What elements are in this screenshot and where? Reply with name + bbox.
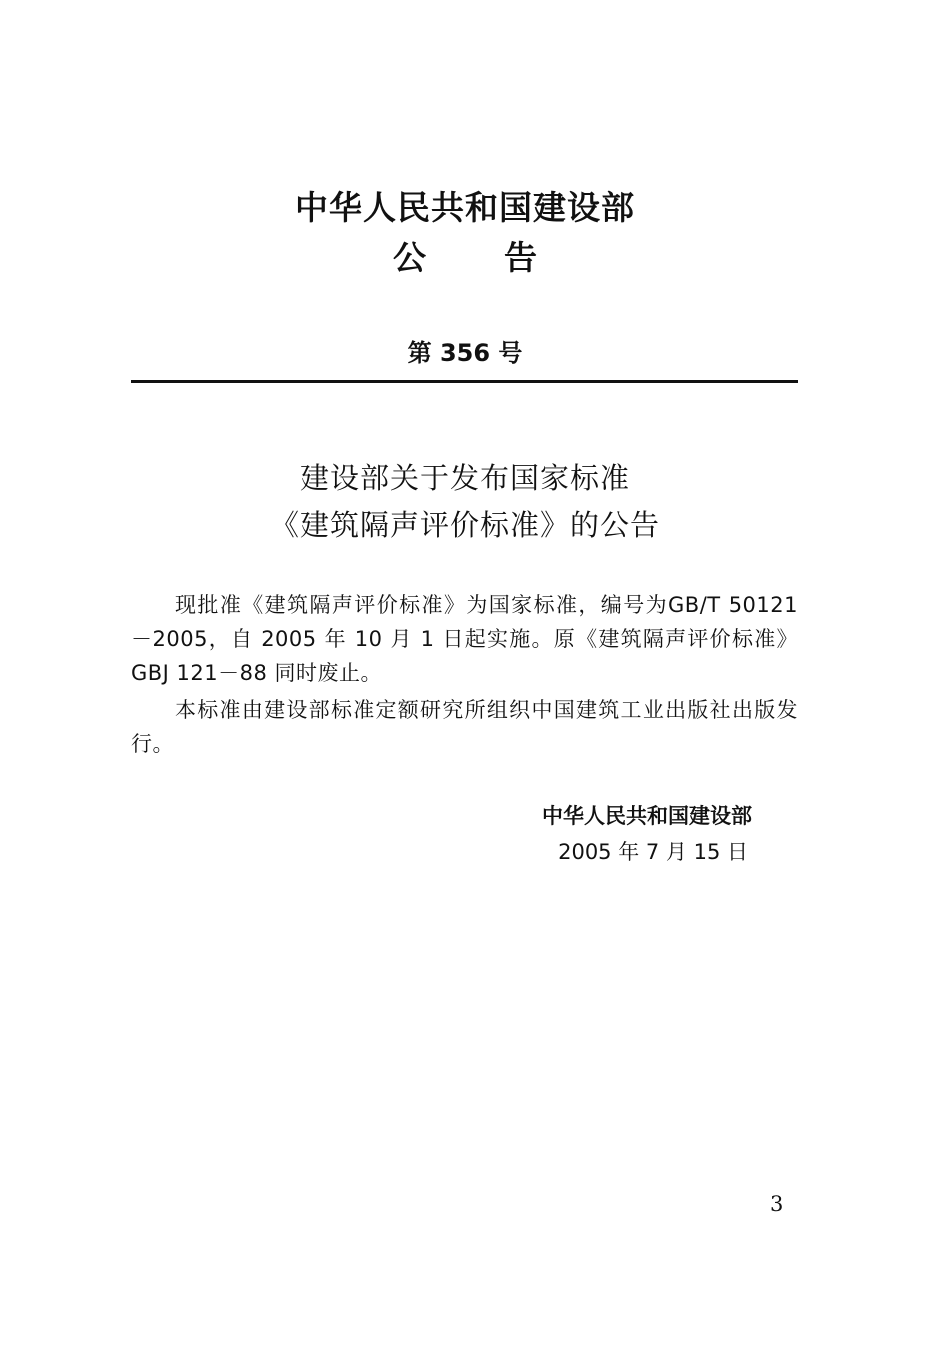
announcement-heading: 公告 — [393, 238, 615, 277]
horizontal-rule — [131, 380, 798, 383]
subject-line-2: 《建筑隔声评价标准》的公告 — [269, 508, 660, 542]
ministry-title: 中华人民共和国建设部 — [295, 188, 635, 227]
body-paragraph-2: 本标准由建设部标准定额研究所组织中国建筑工业出版社出版发行。 — [131, 698, 798, 756]
subject-line-1: 建设部关于发布国家标准 — [299, 461, 630, 495]
signature-date: 2005 年 7 月 15 日 — [558, 840, 748, 864]
notice-number: 第 356 号 — [407, 339, 523, 367]
page-number: 3 — [770, 1192, 784, 1216]
body-paragraph-1: 现批准《建筑隔声评价标准》为国家标准，编号为GB/T 50121－2005，自 2005 年 10 月 1 日起实施。原《建筑隔声评价标准》GBJ 121－88 同时废止。 — [131, 593, 798, 685]
signature-organization: 中华人民共和国建设部 — [542, 804, 752, 828]
